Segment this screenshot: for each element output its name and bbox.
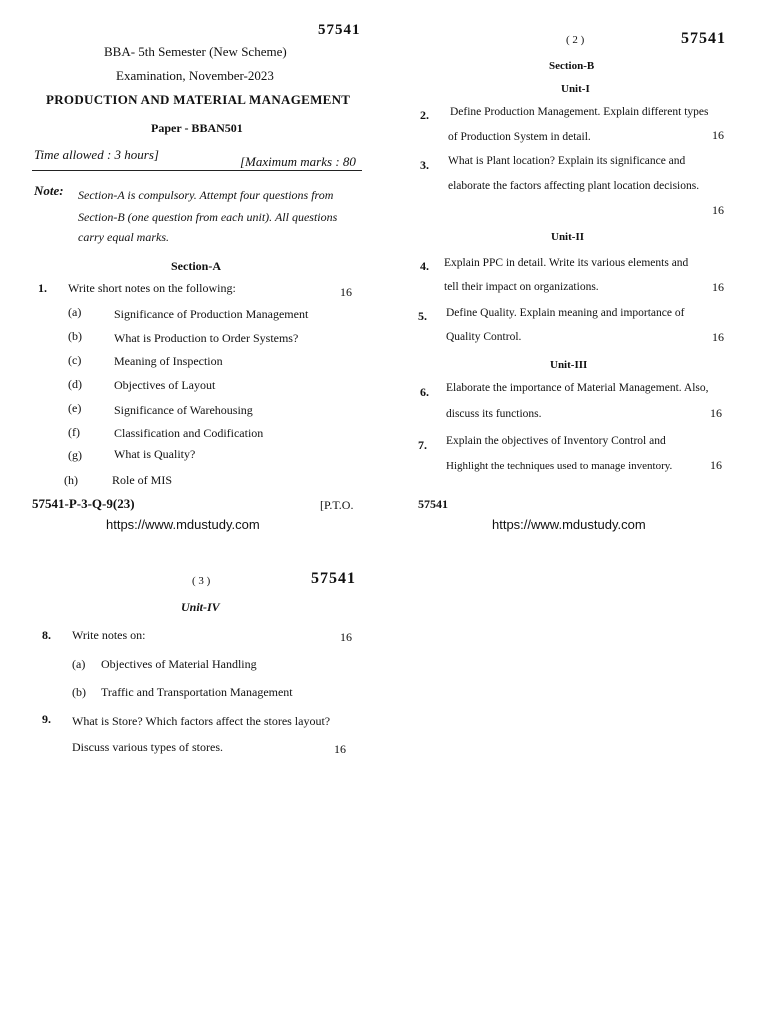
page-number: ( 2 ): [566, 34, 585, 46]
part-text: Significance of Warehousing: [114, 403, 253, 417]
page-number: ( 3 ): [192, 575, 211, 587]
question-text: Quality Control.: [446, 331, 522, 343]
paper-code-top: 57541: [311, 570, 356, 587]
question-text: Discuss various types of stores.: [72, 740, 223, 754]
page-footer-code: 57541-P-3-Q-9(23): [32, 496, 135, 511]
part-label: (d): [68, 377, 82, 391]
question-marks: 16: [712, 330, 724, 344]
header-divider: [32, 170, 362, 171]
question-number: 3.: [420, 158, 429, 172]
part-text: What is Production to Order Systems?: [114, 331, 299, 345]
unit-heading: Unit-II: [551, 231, 585, 243]
unit-heading: Unit-I: [561, 83, 590, 95]
paper-code-top: 57541: [318, 22, 361, 38]
question-text: Explain PPC in detail. Write its various elements and: [444, 257, 689, 269]
note-line: Section-B (one question from each unit). All questions: [78, 210, 338, 224]
note-label: Note:: [34, 183, 64, 198]
part-label: (h): [64, 473, 78, 487]
question-marks: 16: [712, 280, 724, 294]
paper-code: Paper - BBAN501: [151, 121, 243, 135]
question-text: Explain the objectives of Inventory Control and: [446, 435, 666, 447]
question-marks: 16: [712, 203, 724, 217]
part-text: Objectives of Material Handling: [101, 657, 257, 671]
part-label: (a): [68, 305, 82, 319]
question-text: What is Plant location? Explain its significance and: [448, 155, 686, 167]
part-label: (a): [72, 657, 86, 671]
question-text: Highlight the techniques used to manage inventory.: [446, 460, 673, 472]
question-number: 7.: [418, 438, 427, 452]
part-text: Traffic and Transportation Management: [101, 685, 293, 699]
question-text: Write short notes on the following:: [68, 281, 236, 295]
part-text: Objectives of Layout: [114, 378, 216, 392]
part-label: (b): [72, 685, 86, 699]
question-number: 5.: [418, 309, 427, 323]
unit-heading: Unit-IV: [181, 600, 220, 614]
part-label: (g): [68, 448, 82, 462]
semester-line: BBA- 5th Semester (New Scheme): [104, 44, 287, 59]
part-label: (f): [68, 425, 80, 439]
question-text: Define Quality. Explain meaning and importance of: [446, 307, 685, 319]
question-marks: 16: [710, 458, 722, 472]
paper-code-top: 57541: [681, 30, 726, 47]
question-number: 9.: [42, 712, 51, 726]
part-label: (e): [68, 401, 82, 415]
question-text: of Production System in detail.: [448, 131, 591, 143]
part-label: (b): [68, 329, 82, 343]
question-text: Write notes on:: [72, 628, 146, 642]
maximum-marks: [Maximum marks : 80: [240, 154, 356, 169]
question-marks: 16: [340, 630, 352, 644]
section-a-heading: Section-A: [171, 259, 221, 273]
question-number: 4.: [420, 259, 429, 273]
question-marks: 16: [712, 128, 724, 142]
part-text: Significance of Production Management: [114, 307, 309, 321]
time-allowed: Time allowed : 3 hours]: [34, 147, 159, 162]
question-text: Elaborate the importance of Material Management. Also,: [446, 382, 709, 394]
page-footer-code: 57541: [418, 497, 448, 511]
part-label: (c): [68, 353, 82, 367]
section-b-heading: Section-B: [549, 60, 595, 72]
question-text: discuss its functions.: [446, 408, 542, 420]
part-text: Meaning of Inspection: [114, 354, 223, 368]
question-number: 2.: [420, 108, 429, 122]
question-marks: 16: [334, 742, 346, 756]
watermark-url: https://www.mdustudy.com: [492, 517, 646, 532]
question-text: Define Production Management. Explain different types: [450, 106, 709, 118]
question-text: tell their impact on organizations.: [444, 281, 599, 293]
pto-label: [P.T.O.: [320, 498, 354, 512]
subject-title: PRODUCTION AND MATERIAL MANAGEMENT: [46, 92, 351, 107]
question-number: 1.: [38, 281, 47, 295]
question-marks: 16: [710, 406, 722, 420]
note-line: carry equal marks.: [78, 230, 169, 244]
question-marks: 16: [340, 285, 352, 299]
question-number: 8.: [42, 628, 51, 642]
note-line: Section-A is compulsory. Attempt four questions from: [78, 188, 334, 202]
watermark-url: https://www.mdustudy.com: [106, 517, 260, 532]
part-text: Role of MIS: [112, 473, 172, 487]
question-text: What is Store? Which factors affect the stores layout?: [72, 714, 331, 728]
exam-line: Examination, November-2023: [116, 68, 274, 83]
part-text: Classification and Codification: [114, 426, 264, 440]
question-text: elaborate the factors affecting plant location decisions.: [448, 180, 700, 192]
question-number: 6.: [420, 385, 429, 399]
part-text: What is Quality?: [114, 447, 196, 461]
unit-heading: Unit-III: [550, 359, 588, 371]
